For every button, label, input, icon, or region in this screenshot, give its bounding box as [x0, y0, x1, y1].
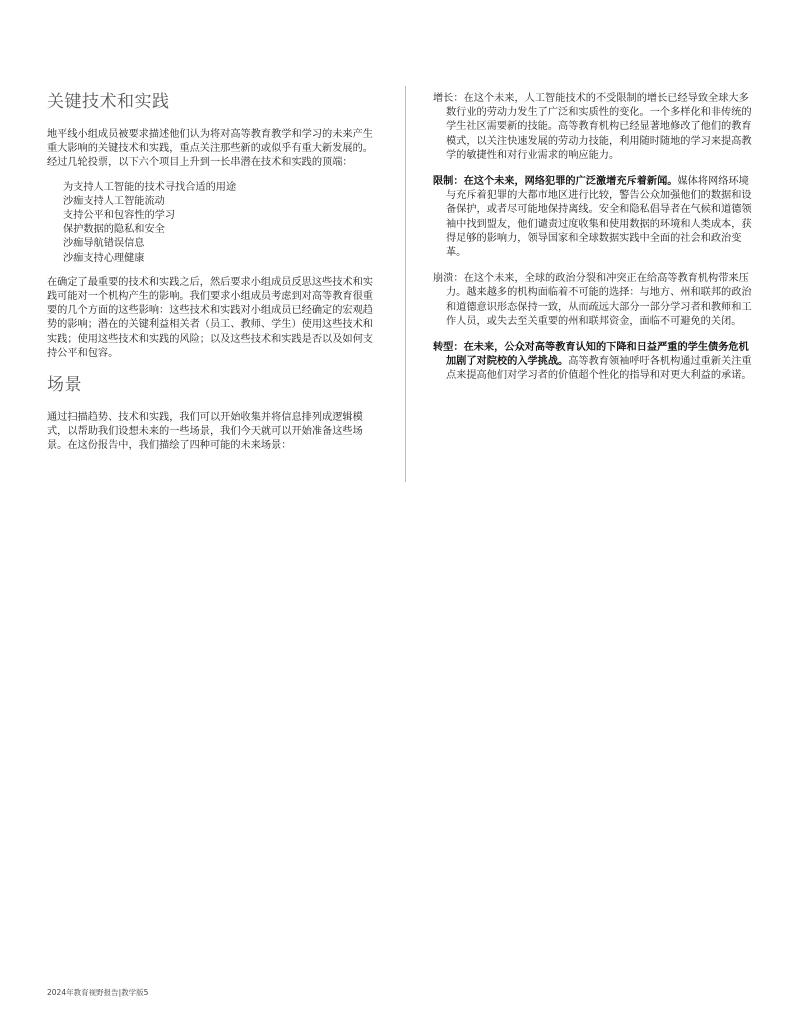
list-item: 保护数据的隐私和安全	[63, 224, 165, 236]
scenario-constraint-label: 限制：	[433, 176, 464, 188]
scenario-constraint-headline: 在这个未来，网络犯罪的广泛激增充斥着新闻。	[463, 176, 678, 188]
scenario-collapse-text: 在这个未来，全球的政治分裂和冲突正在给高等教育机构带来压力。越来越多的机构面临着不可能的选择：与地方、州和联邦的政治和道德意识形态保持一致，从而疏远大部分一部分学习者和教师和工作人员，或失去至关重要的州和联邦资金，面临不可避免的关闭。	[446, 273, 752, 327]
list-item: 为支持人工智能的技术寻找合适的用途	[63, 181, 237, 193]
key-technologies-intro: 地平线小组成员被要求描述他们认为将对高等教育教学和学习的未来产生重大影响的关键技术和实践，重点关注那些新的或似乎有重大新发展的。经过几轮投票，以下六个项目上升到一长串潜在技术和实践的顶端：	[47, 129, 373, 169]
list-item: 沙痂支持人工智能流动	[63, 195, 165, 207]
list-item: 支持公平和包容性的学习	[63, 210, 176, 222]
scenario-transformation-text: 高等教育领袖呼吁各机构通过重新关注重点来提高他们对学习者的价值超个性化的指导和对更大利益的承诺。	[446, 356, 752, 382]
page-footer: 2024年教育视野报告|教学版5	[47, 988, 149, 997]
scenario-growth-label: 增长：	[433, 93, 464, 104]
right-column	[433, 92, 755, 396]
scenario-collapse-label: 崩溃：	[433, 273, 464, 285]
scenario-growth	[433, 92, 755, 163]
key-technologies-reflection: 在确定了最重要的技术和实践之后，然后要求小组成员反思这些技术和实践可能对一个机构产生的影响。我们要求小组成员考虑到对高等教育很重要的几个方面的这些影响：这些技术和实践对小组成员已经确定的宏观趋势的影响；潜在的关键利益相关者（员工、教师、学生）使用这些技术和实践；使用这些技术和实践的风险；以及这些技术和实践是否以及如何支持公平和包容。	[47, 276, 373, 359]
section-heading-scenarios: 场景	[47, 375, 82, 396]
scenario-transformation-headline: 在未来，公众对高等教育认知的下降和日益严重的学生债务危机加剧了对院校的入学挑战。	[446, 342, 749, 368]
section-heading-key-technologies: 关键技术和实践	[47, 92, 170, 112]
list-item: 沙痂支持心理健康	[63, 252, 145, 264]
scenario-transformation-label: 转型：	[433, 342, 464, 354]
scenario-transformation	[433, 341, 755, 384]
scenario-growth-text: 在这个未来，人工智能技术的不受限制的增长已经导致全球大多数行业的劳动力发生了广泛和实质性的变化。一个多样化和非传统的学生社区需要新的技能。高等教育机构已经显著地修改了他们的教育模式，以关注快速发展的劳动力技能，利用随时随地的学习来提高教学的敏捷性和对行业需求的响应能力。	[446, 93, 752, 161]
list-item: 沙痂导航错误信息	[63, 238, 145, 250]
left-column	[47, 90, 377, 454]
scenario-constraint	[433, 175, 755, 260]
scenario-constraint-text: 媒体将网络环境与充斥着犯罪的大都市地区进行比较，警告公众加强他们的数据和设备保护，或者尽可能地保持离线。安全和隐私倡导者在气候和道德领袖中找到盟友，他们谴责过度收集和使用数据的环境和人类成本，获得足够的影响力，领导国家和全球数据实践中全面的社会和政治变革。	[446, 176, 752, 259]
scenarios-intro: 通过扫描趋势、技术和实践，我们可以开始收集并将信息排列成逻辑模式，以帮助我们设想未来的一些场景，我们今天就可以开始准备这些场景。在这份报告中，我们描绘了四种可能的未来场景：	[47, 412, 363, 452]
column-divider	[405, 86, 406, 482]
key-technologies-list	[63, 181, 377, 266]
scenario-collapse	[433, 272, 755, 329]
